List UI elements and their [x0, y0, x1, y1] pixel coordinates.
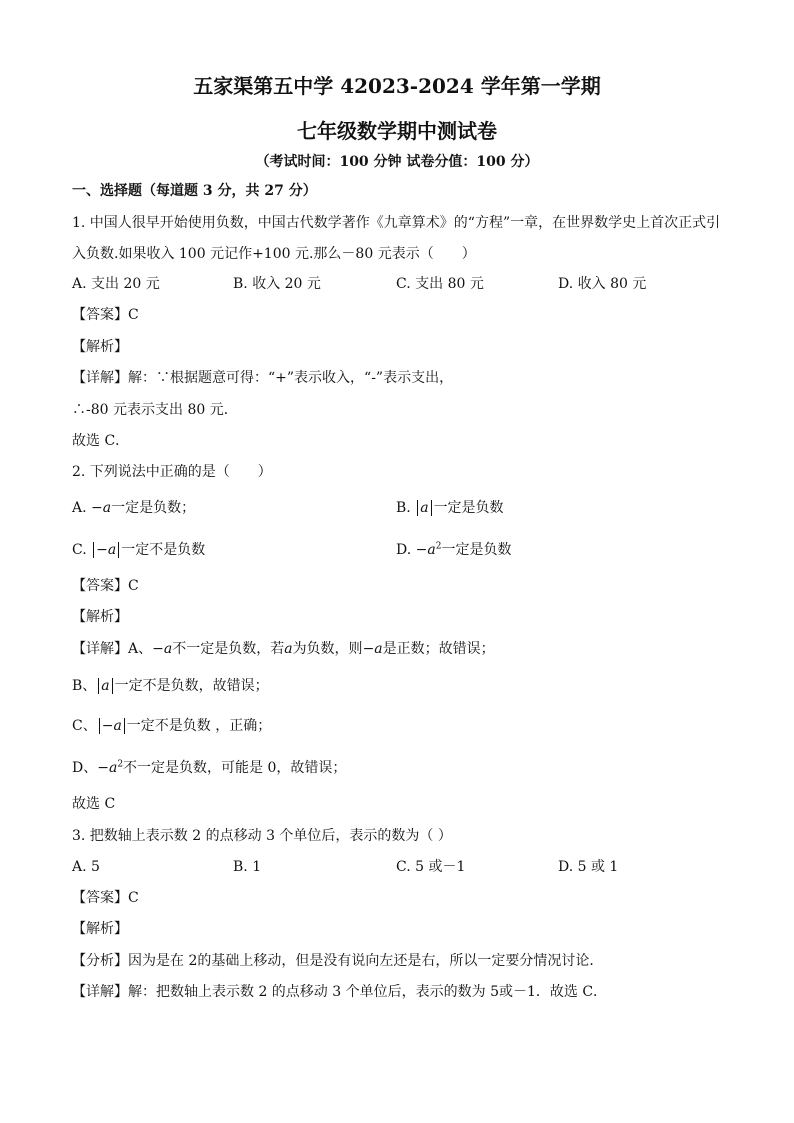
q3-option-c: C. 5 或－1 [396, 859, 466, 875]
option-label: A. [72, 500, 87, 516]
math-expression: a [284, 641, 293, 657]
detail-text: B、 [72, 678, 97, 694]
math-expression: −a [93, 542, 119, 558]
section-heading: 一、选择题（每道题 3 分，共 27 分） [72, 183, 317, 199]
exam-info: （考试时间：100 分钟 试卷分值：100 分） [255, 154, 539, 170]
detail-text: 解：∵根据题意可得：“+”表示收入，“-”表示支出， [128, 370, 454, 386]
q1-conclusion: 故选 C． [72, 433, 130, 449]
math-expression: a [417, 500, 431, 516]
q3-fenxi-row [72, 951, 603, 971]
math-expression: a [98, 678, 112, 694]
detail-text: 一定不是负数，故错误； [114, 678, 269, 694]
option-text: 一定是负数 [441, 542, 512, 558]
q1-option-d: D. 收入 80 元 [558, 276, 647, 292]
q2-detail-row-b [72, 676, 269, 696]
q1-option-c: C. 支出 80 元 [396, 276, 484, 292]
math-expression: −a [99, 718, 125, 734]
detail-text: D、 [72, 760, 98, 776]
fenxi-text: 因为是在 2的基础上移动，但是没有说向左还是右，所以一定要分情况讨论． [128, 953, 604, 969]
q2-option-b [396, 498, 504, 518]
answer-tag: 【答案】 [72, 578, 128, 594]
exam-subtitle: 七年级数学期中测试卷 [297, 119, 497, 143]
detail-text: 不一定是负数，可能是 0，故错误； [123, 760, 347, 776]
math-expression: −a [362, 641, 383, 657]
detail-tag: 【详解】 [72, 641, 128, 657]
answer-tag: 【答案】 [72, 890, 128, 906]
q3-analysis-tag: 【解析】 [72, 921, 128, 937]
answer-value: C [128, 890, 139, 906]
q2-option-d [396, 540, 511, 560]
q1-option-b: B. 收入 20 元 [233, 276, 321, 292]
detail-tag: 【详解】 [72, 984, 128, 1000]
q3-detail-row [72, 982, 607, 1002]
detail-text: 解：把数轴上表示数 2 的点移动 3 个单位后，表示的数为 5或－1．故选 C． [128, 984, 608, 1000]
q1-answer-row [72, 305, 139, 325]
q1-analysis-tag: 【解析】 [72, 339, 128, 355]
q2-detail-row-d [72, 758, 346, 778]
option-text: 一定是负数 [433, 500, 504, 516]
exponent: 2 [435, 541, 442, 552]
answer-tag: 【答案】 [72, 307, 128, 323]
fenxi-tag: 【分析】 [72, 953, 128, 969]
q3-option-d: D. 5 或 1 [558, 859, 619, 875]
detail-tag: 【详解】 [72, 370, 128, 386]
q2-stem: 2. 下列说法中正确的是（ ） [72, 464, 272, 480]
math-expression: −a [91, 500, 112, 516]
answer-value: C [128, 307, 139, 323]
q2-option-c [72, 540, 205, 560]
detail-text: 不一定是负数，若 [172, 641, 285, 657]
q1-option-a: A. 支出 20 元 [72, 276, 160, 292]
option-label: C. [72, 542, 87, 558]
q1-stem-line1: 1. 中国人很早开始使用负数，中国古代数学著作《九章算术》的“方程”一章，在世界数学史上首次正式引 [72, 215, 721, 231]
math-expression: −a [97, 760, 118, 776]
q2-conclusion: 故选 C [72, 796, 116, 812]
detail-text: 是正数；故错误； [382, 641, 495, 657]
q2-detail-row-a [72, 639, 495, 659]
option-text: 一定是负数； [111, 500, 196, 516]
math-expression: −a [152, 641, 173, 657]
option-label: B. [396, 500, 411, 516]
q1-detail-line2: ∴-80 元表示支出 80 元． [72, 402, 238, 418]
option-text: 一定不是负数 [121, 542, 206, 558]
answer-value: C [128, 578, 139, 594]
q1-stem-line2: 入负数.如果收入 100 元记作+100 元.那么－80 元表示（ ） [72, 246, 476, 262]
q3-option-a: A. 5 [72, 859, 100, 875]
detail-text: A、 [128, 641, 153, 657]
q2-answer-row [72, 576, 139, 596]
q1-detail-row [72, 368, 453, 388]
q2-analysis-tag: 【解析】 [72, 609, 128, 625]
exponent: 2 [117, 759, 124, 770]
q2-detail-row-c [72, 716, 271, 736]
q3-stem: 3. 把数轴上表示数 2 的点移动 3 个单位后，表示的数为（ ） [72, 828, 452, 844]
detail-text: C、 [72, 718, 97, 734]
exam-school-title: 五家渠第五中学 42023-2024 学年第一学期 [193, 74, 601, 98]
q3-answer-row [72, 888, 139, 908]
option-label: D. [396, 542, 412, 558]
math-expression: −a [415, 542, 436, 558]
detail-text: 为负数，则 [292, 641, 363, 657]
q3-option-b: B. 1 [233, 859, 262, 875]
q2-option-a [72, 498, 195, 518]
detail-text: 一定不是负数 ，正确； [126, 718, 272, 734]
